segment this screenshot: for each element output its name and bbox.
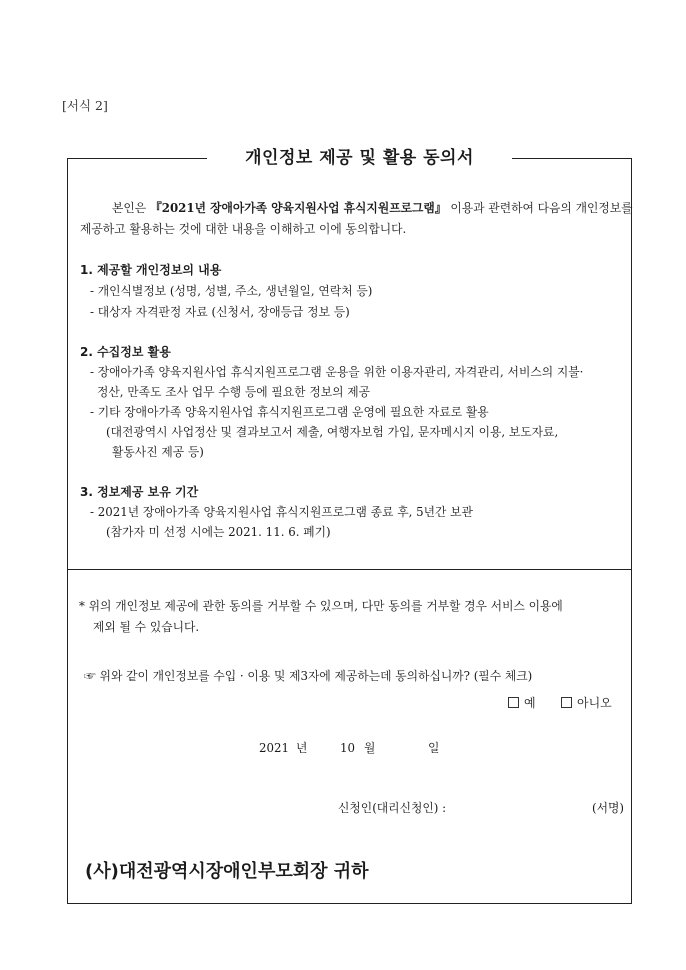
document-title: 개인정보 제공 및 활용 동의서	[207, 144, 512, 172]
section-2-item: - 장애아가족 양육지원사업 휴식지원프로그램 운용을 위한 이용자관리, 자격관리, 서비스의 지불·	[90, 365, 584, 379]
section-2-item: - 기타 장애아가족 양육지원사업 휴식지원프로그램 운영에 필요한 자료로 활용	[90, 405, 489, 419]
intro-line-2: 제공하고 활용하는 것에 대한 내용을 이해하고 이에 동의합니다.	[80, 222, 407, 236]
yes-label: 예	[524, 696, 536, 710]
section-3-item: - 2021년 장애아가족 양육지원사업 휴식지원프로그램 종료 후, 5년간 보관	[90, 505, 473, 519]
refusal-notice: 제외 될 수 있습니다.	[93, 620, 200, 634]
date-month-unit: 월	[364, 741, 376, 755]
refusal-notice: * 위의 개인정보 제공에 관한 동의를 거부할 수 있으며, 다만 동의를 거부할 경우 서비스 이용에	[79, 599, 563, 613]
section-divider	[68, 569, 631, 570]
section-2-item: 활동사진 제공 등)	[112, 445, 204, 459]
section-1-item: - 대상자 자격판정 자료 (신청서, 장애등급 정보 등)	[90, 305, 350, 319]
date-year: 2021	[259, 741, 290, 755]
recipient: (사)대전광역시장애인부모회장 귀하	[85, 861, 369, 882]
date-day-unit: 일	[428, 741, 440, 755]
intro-line-1: 본인은 『2021년 장애아가족 양육지원사업 휴식지원프로그램』 이용과 관련하여 다음의 개인정보를	[112, 201, 633, 215]
date-month: 10	[340, 741, 356, 755]
section-1-item: - 개인식별정보 (성명, 성별, 주소, 생년월일, 연락처 등)	[90, 284, 373, 298]
no-label: 아니오	[577, 696, 612, 710]
consent-question: ☞ 위와 같이 개인정보를 수입 · 이용 및 제3자에 제공하는데 동의하십니까? (필수 체크)	[84, 669, 533, 683]
date-year-unit: 년	[296, 741, 308, 755]
section-3-item: (참가자 미 선정 시에는 2021. 11. 6. 폐기)	[106, 525, 331, 539]
consent-no-option[interactable]	[561, 694, 612, 711]
no-checkbox[interactable]	[561, 697, 572, 708]
section-3-heading: 3. 정보제공 보유 기간	[80, 485, 199, 499]
section-1-heading: 1. 제공할 개인정보의 내용	[80, 263, 222, 277]
section-2-item: 정산, 만족도 조사 업무 수행 등에 필요한 정보의 제공	[97, 385, 371, 399]
section-2-item: (대전광역시 사업정산 및 결과보고서 제출, 여행자보험 가입, 문자메시지 이용, 보도자료,	[106, 425, 559, 439]
section-2-heading: 2. 수집정보 활용	[80, 345, 171, 359]
form-label: [서식 2]	[62, 98, 108, 113]
yes-checkbox[interactable]	[508, 697, 519, 708]
consent-yes-option[interactable]	[508, 694, 536, 711]
signature-label: (서명)	[592, 801, 624, 815]
applicant-label: 신청인(대리신청인) :	[338, 801, 447, 815]
